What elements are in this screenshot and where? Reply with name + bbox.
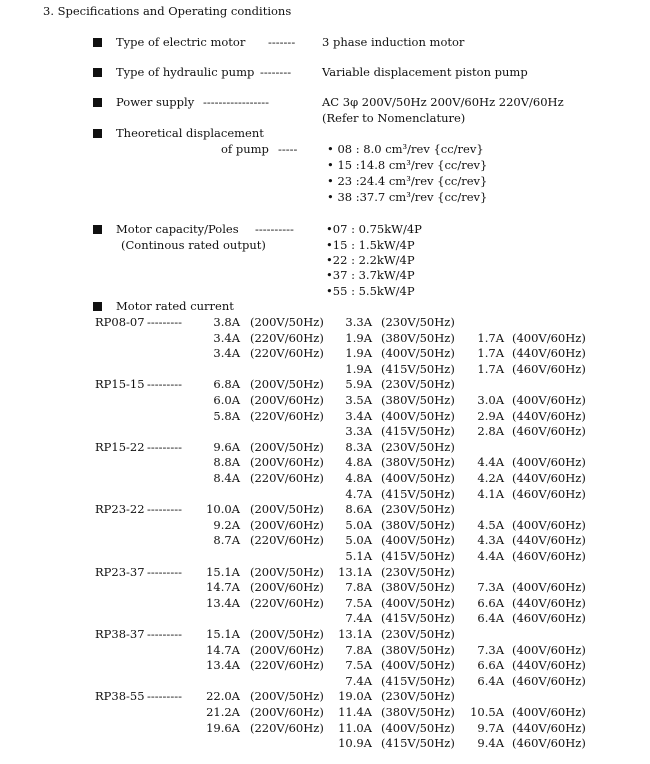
current-value: 7.4A	[345, 673, 372, 688]
current-value: 5.1A	[345, 549, 372, 563]
motor-capacity-item: •22 : 2.2kW/4P	[326, 253, 415, 267]
current-value: 1.7A	[477, 361, 504, 376]
current-value: 7.8A	[345, 642, 372, 657]
bullet-square-icon	[93, 68, 102, 77]
current-value: 8.7A	[213, 533, 240, 548]
voltage-condition: (230V/50Hz)	[381, 627, 455, 641]
current-value: 21.2A	[206, 705, 240, 719]
current-value: 22.0A	[206, 689, 240, 704]
displacement-label: Theoretical displacement	[116, 126, 264, 140]
voltage-condition: (220V/60Hz)	[250, 720, 324, 735]
model-leader: ---------	[147, 315, 182, 329]
voltage-condition: (200V/50Hz)	[250, 439, 324, 454]
voltage-condition: (380V/50Hz)	[381, 455, 455, 470]
current-value: 4.4A	[477, 455, 504, 470]
voltage-condition: (220V/60Hz)	[250, 595, 324, 610]
voltage-condition: (440V/60Hz)	[512, 595, 586, 610]
voltage-condition: (220V/60Hz)	[250, 533, 324, 548]
current-value: 13.1A	[338, 564, 372, 579]
current-value: 9.6A	[213, 439, 240, 454]
current-value: 4.7A	[345, 486, 372, 501]
displacement-item: • 08 : 8.0 cm³/rev {cc/rev}	[327, 142, 484, 156]
motor-capacity-leader: ----------	[255, 222, 294, 236]
voltage-condition: (400V/50Hz)	[381, 595, 455, 610]
voltage-condition: (200V/60Hz)	[250, 517, 324, 532]
current-value: 13.1A	[338, 627, 372, 641]
voltage-condition: (460V/60Hz)	[512, 736, 586, 751]
current-value: 3.0A	[477, 393, 504, 407]
current-value: 3.5A	[345, 393, 372, 407]
voltage-condition: (400V/50Hz)	[381, 658, 455, 673]
voltage-condition: (220V/60Hz)	[250, 330, 324, 345]
voltage-condition: (460V/60Hz)	[512, 673, 586, 688]
current-value: 6.4A	[477, 673, 504, 688]
motor-type-label: Type of electric motor	[116, 35, 246, 49]
current-value: 5.0A	[345, 517, 372, 532]
current-value: 9.4A	[477, 736, 504, 751]
displacement-leader: -----	[278, 142, 298, 156]
current-value: 1.7A	[477, 330, 504, 345]
voltage-condition: (460V/60Hz)	[512, 486, 586, 501]
current-value: 6.6A	[477, 595, 504, 610]
voltage-condition: (200V/60Hz)	[250, 580, 324, 595]
displacement-label-cont: of pump	[221, 142, 269, 156]
current-value: 14.7A	[206, 642, 240, 657]
current-value: 19.0A	[338, 689, 372, 704]
current-value: 9.2A	[213, 517, 240, 532]
voltage-condition: (200V/60Hz)	[250, 642, 324, 657]
voltage-condition: (415V/50Hz)	[381, 736, 455, 751]
motor-capacity-item: •07 : 0.75kW/4P	[326, 222, 422, 236]
voltage-condition: (440V/60Hz)	[512, 720, 586, 735]
voltage-condition: (400V/60Hz)	[512, 393, 586, 407]
current-value: 7.5A	[345, 595, 372, 610]
bullet-square-icon	[93, 98, 102, 107]
bullet-square-icon	[93, 129, 102, 138]
rated-current-label: Motor rated current	[116, 299, 234, 313]
current-value: 1.9A	[345, 330, 372, 345]
voltage-condition: (200V/50Hz)	[250, 502, 324, 517]
voltage-condition: (220V/60Hz)	[250, 658, 324, 673]
motor-capacity-item: •15 : 1.5kW/4P	[326, 238, 415, 252]
current-value: 15.1A	[206, 564, 240, 579]
voltage-condition: (200V/60Hz)	[250, 705, 324, 719]
bullet-square-icon	[93, 302, 102, 311]
current-value: 3.4A	[213, 330, 240, 345]
voltage-condition: (460V/60Hz)	[512, 424, 586, 439]
voltage-condition: (200V/50Hz)	[250, 627, 324, 641]
voltage-condition: (400V/60Hz)	[512, 642, 586, 657]
current-value: 3.3A	[345, 315, 372, 329]
voltage-condition: (440V/60Hz)	[512, 471, 586, 485]
voltage-condition: (400V/50Hz)	[381, 720, 455, 735]
voltage-condition: (440V/60Hz)	[512, 346, 586, 361]
current-value: 6.0A	[213, 393, 240, 407]
voltage-condition: (230V/50Hz)	[381, 564, 455, 579]
voltage-condition: (415V/50Hz)	[381, 549, 455, 563]
power-supply-value: AC 3φ 200V/50Hz 200V/60Hz 220V/60Hz	[322, 95, 564, 109]
voltage-condition: (220V/60Hz)	[250, 471, 324, 485]
voltage-condition: (220V/60Hz)	[250, 346, 324, 361]
motor-capacity-label: Motor capacity/Poles	[116, 222, 239, 236]
current-value: 6.6A	[477, 658, 504, 673]
current-value: 10.0A	[206, 502, 240, 517]
voltage-condition: (200V/60Hz)	[250, 455, 324, 470]
model-leader: ---------	[147, 439, 182, 454]
voltage-condition: (440V/60Hz)	[512, 408, 586, 423]
voltage-condition: (400V/50Hz)	[381, 408, 455, 423]
voltage-condition: (415V/50Hz)	[381, 486, 455, 501]
model-leader: ---------	[147, 564, 182, 579]
model-code: RP23-37	[95, 564, 145, 579]
model-code: RP15-22	[95, 439, 145, 454]
current-value: 4.8A	[345, 455, 372, 470]
current-value: 2.9A	[477, 408, 504, 423]
bullet-square-icon	[93, 225, 102, 234]
current-value: 7.3A	[477, 642, 504, 657]
current-value: 3.4A	[213, 346, 240, 361]
current-value: 3.3A	[345, 424, 372, 439]
pump-type-leader: --------	[260, 65, 292, 79]
motor-capacity-sublabel: (Continous rated output)	[121, 238, 266, 252]
voltage-condition: (380V/50Hz)	[381, 393, 455, 407]
voltage-condition: (400V/50Hz)	[381, 533, 455, 548]
model-code: RP15-15	[95, 377, 145, 392]
current-value: 5.0A	[345, 533, 372, 548]
voltage-condition: (400V/60Hz)	[512, 330, 586, 345]
voltage-condition: (415V/50Hz)	[381, 424, 455, 439]
current-value: 3.8A	[213, 315, 240, 329]
voltage-condition: (230V/50Hz)	[381, 502, 455, 517]
current-value: 13.4A	[206, 658, 240, 673]
power-supply-leader: -----------------	[203, 95, 270, 109]
voltage-condition: (415V/50Hz)	[381, 673, 455, 688]
voltage-condition: (200V/50Hz)	[250, 315, 324, 329]
current-value: 8.3A	[345, 439, 372, 454]
current-value: 15.1A	[206, 627, 240, 641]
voltage-condition: (230V/50Hz)	[381, 315, 455, 329]
voltage-condition: (230V/50Hz)	[381, 439, 455, 454]
motor-capacity-item: •37 : 3.7kW/4P	[326, 268, 415, 282]
current-value: 6.8A	[213, 377, 240, 392]
voltage-condition: (230V/50Hz)	[381, 689, 455, 704]
motor-type-value: 3 phase induction motor	[322, 35, 465, 49]
voltage-condition: (415V/50Hz)	[381, 361, 455, 376]
voltage-condition: (220V/60Hz)	[250, 408, 324, 423]
voltage-condition: (380V/50Hz)	[381, 580, 455, 595]
current-value: 7.4A	[345, 611, 372, 626]
current-value: 6.4A	[477, 611, 504, 626]
current-value: 4.3A	[477, 533, 504, 548]
current-value: 4.8A	[345, 471, 372, 485]
voltage-condition: (200V/50Hz)	[250, 689, 324, 704]
voltage-condition: (440V/60Hz)	[512, 533, 586, 548]
voltage-condition: (400V/50Hz)	[381, 346, 455, 361]
voltage-condition: (440V/60Hz)	[512, 658, 586, 673]
model-leader: ---------	[147, 377, 182, 392]
model-code: RP23-22	[95, 502, 145, 517]
model-leader: ---------	[147, 502, 182, 517]
voltage-condition: (400V/60Hz)	[512, 455, 586, 470]
voltage-condition: (400V/60Hz)	[512, 705, 586, 719]
model-leader: ---------	[147, 627, 182, 641]
motor-type-leader: -------	[268, 35, 296, 49]
current-value: 1.9A	[345, 346, 372, 361]
voltage-condition: (460V/60Hz)	[512, 549, 586, 563]
voltage-condition: (200V/50Hz)	[250, 564, 324, 579]
voltage-condition: (380V/50Hz)	[381, 705, 455, 719]
voltage-condition: (460V/60Hz)	[512, 611, 586, 626]
current-value: 9.7A	[477, 720, 504, 735]
current-value: 5.9A	[345, 377, 372, 392]
model-leader: ---------	[147, 689, 182, 704]
displacement-item: • 23 :24.4 cm³/rev {cc/rev}	[327, 174, 488, 188]
current-value: 19.6A	[206, 720, 240, 735]
power-supply-label: Power supply	[116, 95, 195, 109]
voltage-condition: (380V/50Hz)	[381, 330, 455, 345]
voltage-condition: (400V/60Hz)	[512, 517, 586, 532]
voltage-condition: (230V/50Hz)	[381, 377, 455, 392]
voltage-condition: (460V/60Hz)	[512, 361, 586, 376]
current-value: 10.9A	[338, 736, 372, 751]
pump-type-value: Variable displacement piston pump	[322, 65, 528, 79]
current-value: 8.6A	[345, 502, 372, 517]
voltage-condition: (380V/50Hz)	[381, 642, 455, 657]
current-value: 13.4A	[206, 595, 240, 610]
current-value: 7.8A	[345, 580, 372, 595]
current-value: 11.4A	[338, 705, 372, 719]
power-supply-note: (Refer to Nomenclature)	[322, 111, 466, 125]
model-code: RP38-37	[95, 627, 145, 641]
current-value: 14.7A	[206, 580, 240, 595]
current-value: 1.9A	[345, 361, 372, 376]
current-value: 7.3A	[477, 580, 504, 595]
voltage-condition: (380V/50Hz)	[381, 517, 455, 532]
voltage-condition: (415V/50Hz)	[381, 611, 455, 626]
displacement-item: • 38 :37.7 cm³/rev {cc/rev}	[327, 190, 488, 204]
current-value: 8.4A	[213, 471, 240, 485]
current-value: 5.8A	[213, 408, 240, 423]
current-value: 2.8A	[477, 424, 504, 439]
voltage-condition: (200V/60Hz)	[250, 393, 324, 407]
pump-type-label: Type of hydraulic pump	[116, 65, 255, 79]
model-code: RP08-07	[95, 315, 145, 329]
current-value: 10.5A	[470, 705, 504, 719]
motor-capacity-item: •55 : 5.5kW/4P	[326, 284, 415, 298]
section-title: 3. Specifications and Operating conditions	[43, 4, 292, 18]
current-value: 4.5A	[477, 517, 504, 532]
current-value: 8.8A	[213, 455, 240, 470]
current-value: 4.1A	[477, 486, 504, 501]
voltage-condition: (400V/50Hz)	[381, 471, 455, 485]
voltage-condition: (200V/50Hz)	[250, 377, 324, 392]
current-value: 4.2A	[477, 471, 504, 485]
voltage-condition: (400V/60Hz)	[512, 580, 586, 595]
model-code: RP38-55	[95, 689, 145, 704]
bullet-square-icon	[93, 38, 102, 47]
current-value: 4.4A	[477, 549, 504, 563]
current-value: 1.7A	[477, 346, 504, 361]
current-value: 11.0A	[338, 720, 372, 735]
current-value: 3.4A	[345, 408, 372, 423]
displacement-item: • 15 :14.8 cm³/rev {cc/rev}	[327, 158, 488, 172]
current-value: 7.5A	[345, 658, 372, 673]
